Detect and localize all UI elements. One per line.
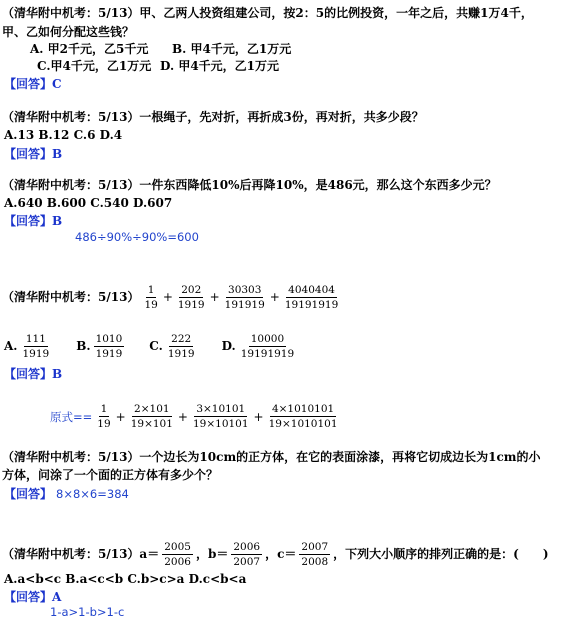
q6-c-label: ，c＝ [265,547,297,561]
plus-sign: + [115,409,126,424]
q6-expression [2,541,549,568]
q4-work-fraction-1: $\frac{1}{19}$ [97,403,111,430]
q1-line2: 甲、乙如何分配这些钱？ [2,25,135,39]
q1-option-b: B. 甲4千元，乙1万元 [172,42,292,56]
q5-line2: 方体，问涂了一个面的正方体有多少个？ [2,468,219,482]
q4-option-d: $\frac{10000}{19191919}$ [240,333,295,360]
q4-work-fraction-3: $\frac{3\times 10101}{19\times 10101}$ [192,403,249,430]
q4-option-c-label: C. [149,339,163,353]
q5-work: 8×8×6=384 [56,486,129,501]
plus-sign: + [209,290,220,304]
plus-sign: + [269,290,280,304]
q2-answer: 【回答】B [4,147,63,161]
q4-prefix: （清华附中机考：5/13） [2,290,140,304]
q5-answer-row [4,485,129,502]
q2-line1: （清华附中机考：5/13）一根绳子，先对折，再折成3份，再对折，共多少段？ [2,110,424,124]
q4-fraction-4: $\frac{4040404}{19191919}$ [284,284,339,311]
q6-fraction-b: $\frac{2006}{2007}$ [233,541,261,568]
q6-work: 1-a>1-b>1-c [50,605,125,619]
q4-option-b: $\frac{1010}{1919}$ [95,333,123,360]
q5-line1: （清华附中机考：5/13）一个边长为10cm的正方体，在它的表面涂漆，再将它切成边长为1cm的小 [2,450,541,464]
q1-option-d: D. 甲4千元，乙1万元 [160,59,280,73]
q3-options: A.640 B.600 C.540 D.607 [4,196,173,210]
q4-option-d-label: D. [221,339,236,353]
q6-suffix: ，下列大小顺序的排列正确的是：( ) [333,547,549,561]
q4-option-a: $\frac{111}{1919}$ [22,333,50,360]
q4-work-fraction-4: $\frac{4\times 1010101}{19\times 1010101}$ [268,403,338,430]
q6-prefix: （清华附中机考：5/13）a＝ [2,547,160,561]
q4-answer: 【回答】B [4,367,63,381]
q5-answer: 【回答】 [4,487,53,501]
q4-fraction-1: $\frac{1}{19}$ [144,284,158,311]
q4-option-a-label: A. [4,339,18,353]
plus-sign: + [253,409,264,424]
q4-option-c: $\frac{222}{1919}$ [167,333,195,360]
q6-options: A.a<b<c B.a<c<b C.b>c>a D.c<b<a [4,572,247,586]
q1-option-a: A. 甲2千元，乙5千元 [30,42,149,56]
q2-options: A.13 B.12 C.6 D.4 [4,128,123,142]
q1-line1: （清华附中机考：5/13）甲、乙两人投资组建公司，按2：5的比例投资，一年之后，共赚1万4千， [2,6,533,20]
q1-option-c: C.甲4千元，乙1万元 [37,59,152,73]
q6-b-label: ，b＝ [195,547,229,561]
q6-fraction-c: $\frac{2007}{2008}$ [301,541,329,568]
q4-fraction-3: $\frac{30303}{191919}$ [224,284,265,311]
q6-fraction-a: $\frac{2005}{2006}$ [164,541,191,568]
plus-sign: + [177,409,188,424]
q4-option-b-label: B. [76,339,91,353]
q4-fraction-2: $\frac{202}{1919}$ [177,284,205,311]
q3-answer: 【回答】B [4,214,63,228]
q4-work-fraction-2: $\frac{2\times 101}{19\times 101}$ [130,403,173,430]
q3-work: 486÷90%÷90%=600 [75,230,199,244]
q6-answer: 【回答】A [4,590,62,604]
q3-line1: （清华附中机考：5/13）一件东西降低10%后再降10%，是486元，那么这个东西多少元？ [2,178,497,192]
q4-options [4,333,299,360]
q4-expression [2,284,343,311]
q1-answer: 【回答】C [4,77,62,91]
q4-work [50,403,343,430]
plus-sign: + [162,290,173,304]
q4-work-prefix: 原式== [50,409,93,424]
